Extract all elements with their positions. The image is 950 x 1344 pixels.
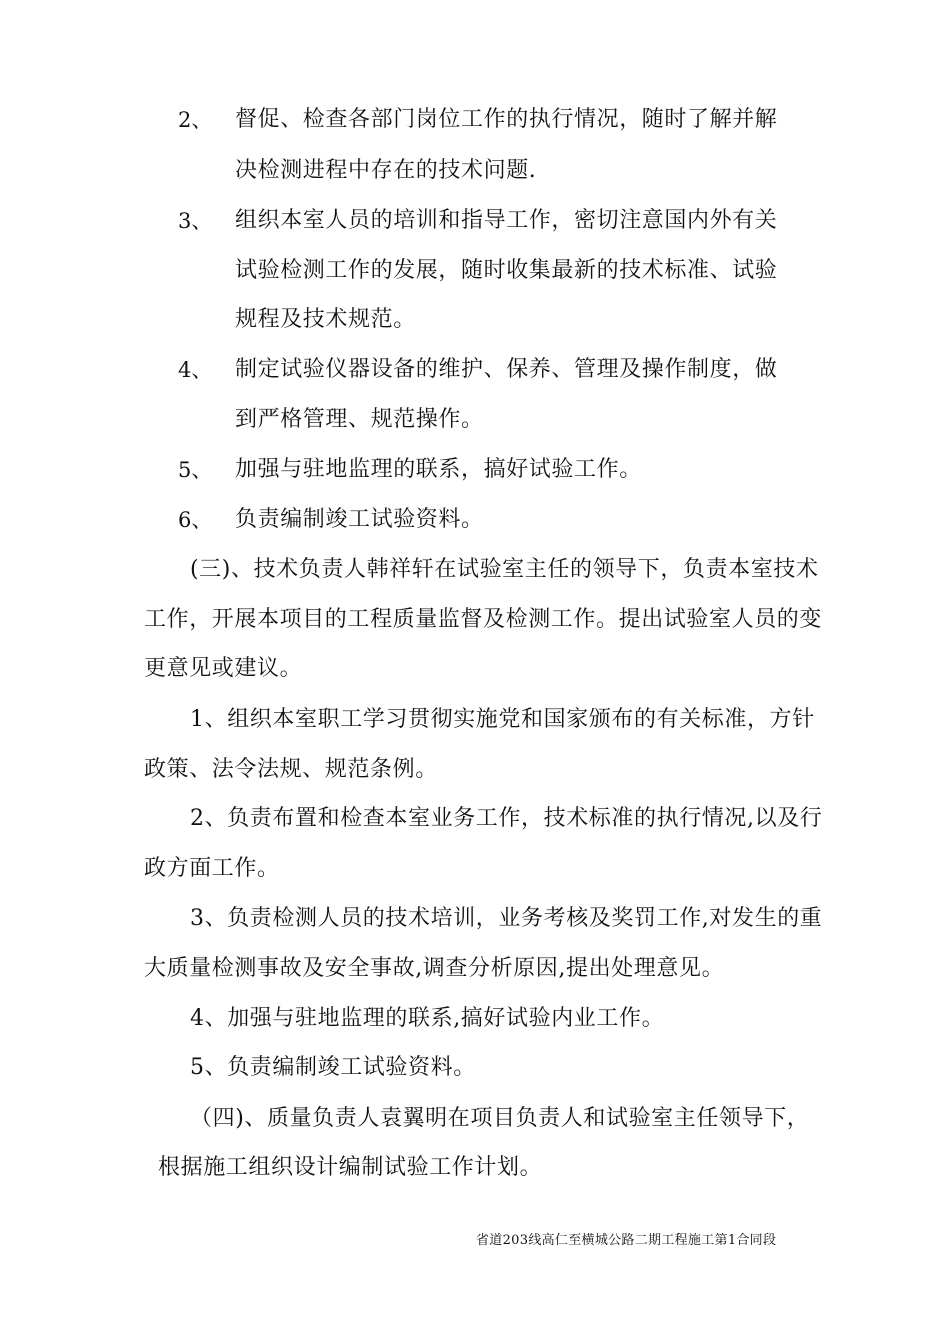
section-three-heading-line: (三)、技术负责人韩祥轩在试验室主任的领导下，负责本室技术 — [190, 557, 819, 582]
section-three-item-line: 1、组织本室职工学习贯彻实施党和国家颁布的有关标准，方针 — [190, 707, 815, 732]
section-three-item-line: 政策、法令法规、规范条例。 — [144, 757, 438, 782]
list-item-number: 6、 — [178, 508, 213, 532]
section-three-item-line: 政方面工作。 — [144, 856, 280, 881]
section-four-heading-line: （四)、质量负责人袁翼明在项目负责人和试验室主任领导下， — [190, 1106, 810, 1131]
list-item-text-line: 制定试验仪器设备的维护、保养、管理及操作制度，做 — [235, 357, 778, 382]
section-four-text-line: 根据施工组织设计编制试验工作计划。 — [158, 1155, 543, 1180]
list-item-text-line: 决检测进程中存在的技术问题. — [235, 158, 537, 183]
list-item-text-line: 规程及技术规范。 — [235, 307, 416, 332]
page-footer: 省道203线高仁至横城公路二期工程施工第1合同段 — [476, 1233, 777, 1248]
list-item-text-line: 负责编制竣工试验资料。 — [235, 507, 484, 532]
list-item-text-line: 到严格管理、规范操作。 — [235, 407, 484, 432]
section-three-item-line: 大质量检测事故及安全事故,调查分析原因,提出处理意见。 — [144, 956, 725, 981]
section-three-item-line: 3、负责检测人员的技术培训，业务考核及奖罚工作,对发生的重 — [190, 906, 823, 931]
list-item-number: 4、 — [178, 358, 213, 382]
list-item-number: 3、 — [178, 209, 213, 233]
section-three-item-line: 4、加强与驻地监理的联系,搞好试验内业工作。 — [190, 1006, 665, 1031]
section-three-item-line: 2、负责布置和检查本室业务工作，技术标准的执行情况,以及行 — [190, 806, 823, 831]
list-item-text-line: 督促、检查各部门岗位工作的执行情况，随时了解并解 — [235, 107, 778, 132]
list-item-number: 2、 — [178, 108, 213, 132]
list-item-text-line: 试验检测工作的发展，随时收集最新的技术标准、试验 — [235, 258, 778, 283]
section-three-text-line: 工作，开展本项目的工程质量监督及检测工作。提出试验室人员的变 — [144, 607, 823, 632]
list-item-text-line: 加强与驻地监理的联系，搞好试验工作。 — [235, 457, 642, 482]
list-item-text-line: 组织本室人员的培训和指导工作，密切注意国内外有关 — [235, 208, 778, 233]
section-three-item-line: 5、负责编制竣工试验资料。 — [190, 1055, 476, 1080]
list-item-number: 5、 — [178, 458, 213, 482]
section-three-text-line: 更意见或建议。 — [144, 656, 303, 681]
